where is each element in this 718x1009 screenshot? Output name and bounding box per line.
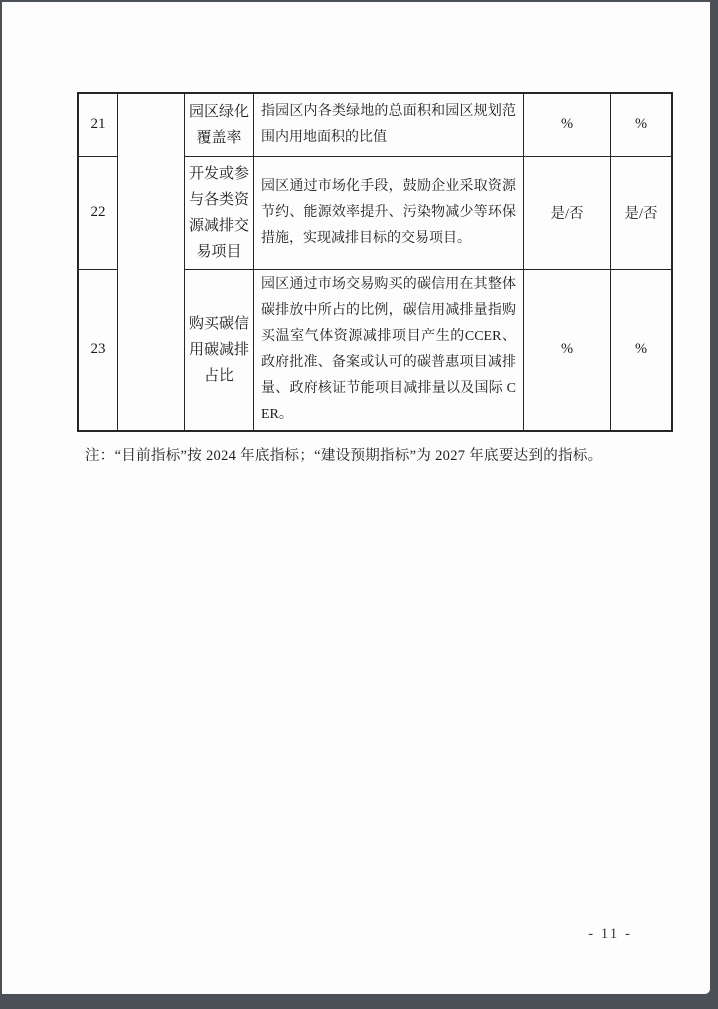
indicator-description-cell: 园区通过市场交易购买的碳信用在其整体碳排放中所占的比例，碳信用减排量指购买温室气体资源减排项目产生的CCER、政府批准、备案或认可的碳普惠项目减排量、政府核证节能项目减排量以及国际 CER。 <box>254 269 524 431</box>
current-indicator-cell: % <box>524 269 611 431</box>
table-row <box>78 93 672 156</box>
expected-indicator-cell: % <box>611 269 673 431</box>
row-number-cell: 22 <box>78 156 118 269</box>
row-number-cell: 21 <box>78 93 118 156</box>
category-cell <box>118 93 185 431</box>
expected-indicator-cell: 是/否 <box>611 156 673 269</box>
expected-indicator-cell: % <box>611 93 673 156</box>
current-indicator-cell: % <box>524 93 611 156</box>
document-page <box>2 2 710 994</box>
row-number-cell: 23 <box>78 269 118 431</box>
indicator-name-cell: 园区绿化覆盖率 <box>185 93 254 156</box>
current-indicator-cell: 是/否 <box>524 156 611 269</box>
indicator-name-cell: 购买碳信用碳减排占比 <box>185 269 254 431</box>
indicator-table <box>77 92 673 432</box>
footnote: 注：“目前指标”按 2024 年底指标；“建设预期指标”为 2027 年底要达到的指标。 <box>85 448 603 464</box>
page-number: - 11 - <box>588 926 632 942</box>
indicator-description-cell: 园区通过市场化手段，鼓励企业采取资源节约、能源效率提升、污染物减少等环保措施，实现减排目标的交易项目。 <box>254 156 524 269</box>
indicator-description-cell: 指园区内各类绿地的总面积和园区规划范围内用地面积的比值 <box>254 93 524 156</box>
indicator-name-cell: 开发或参与各类资源减排交易项目 <box>185 156 254 269</box>
